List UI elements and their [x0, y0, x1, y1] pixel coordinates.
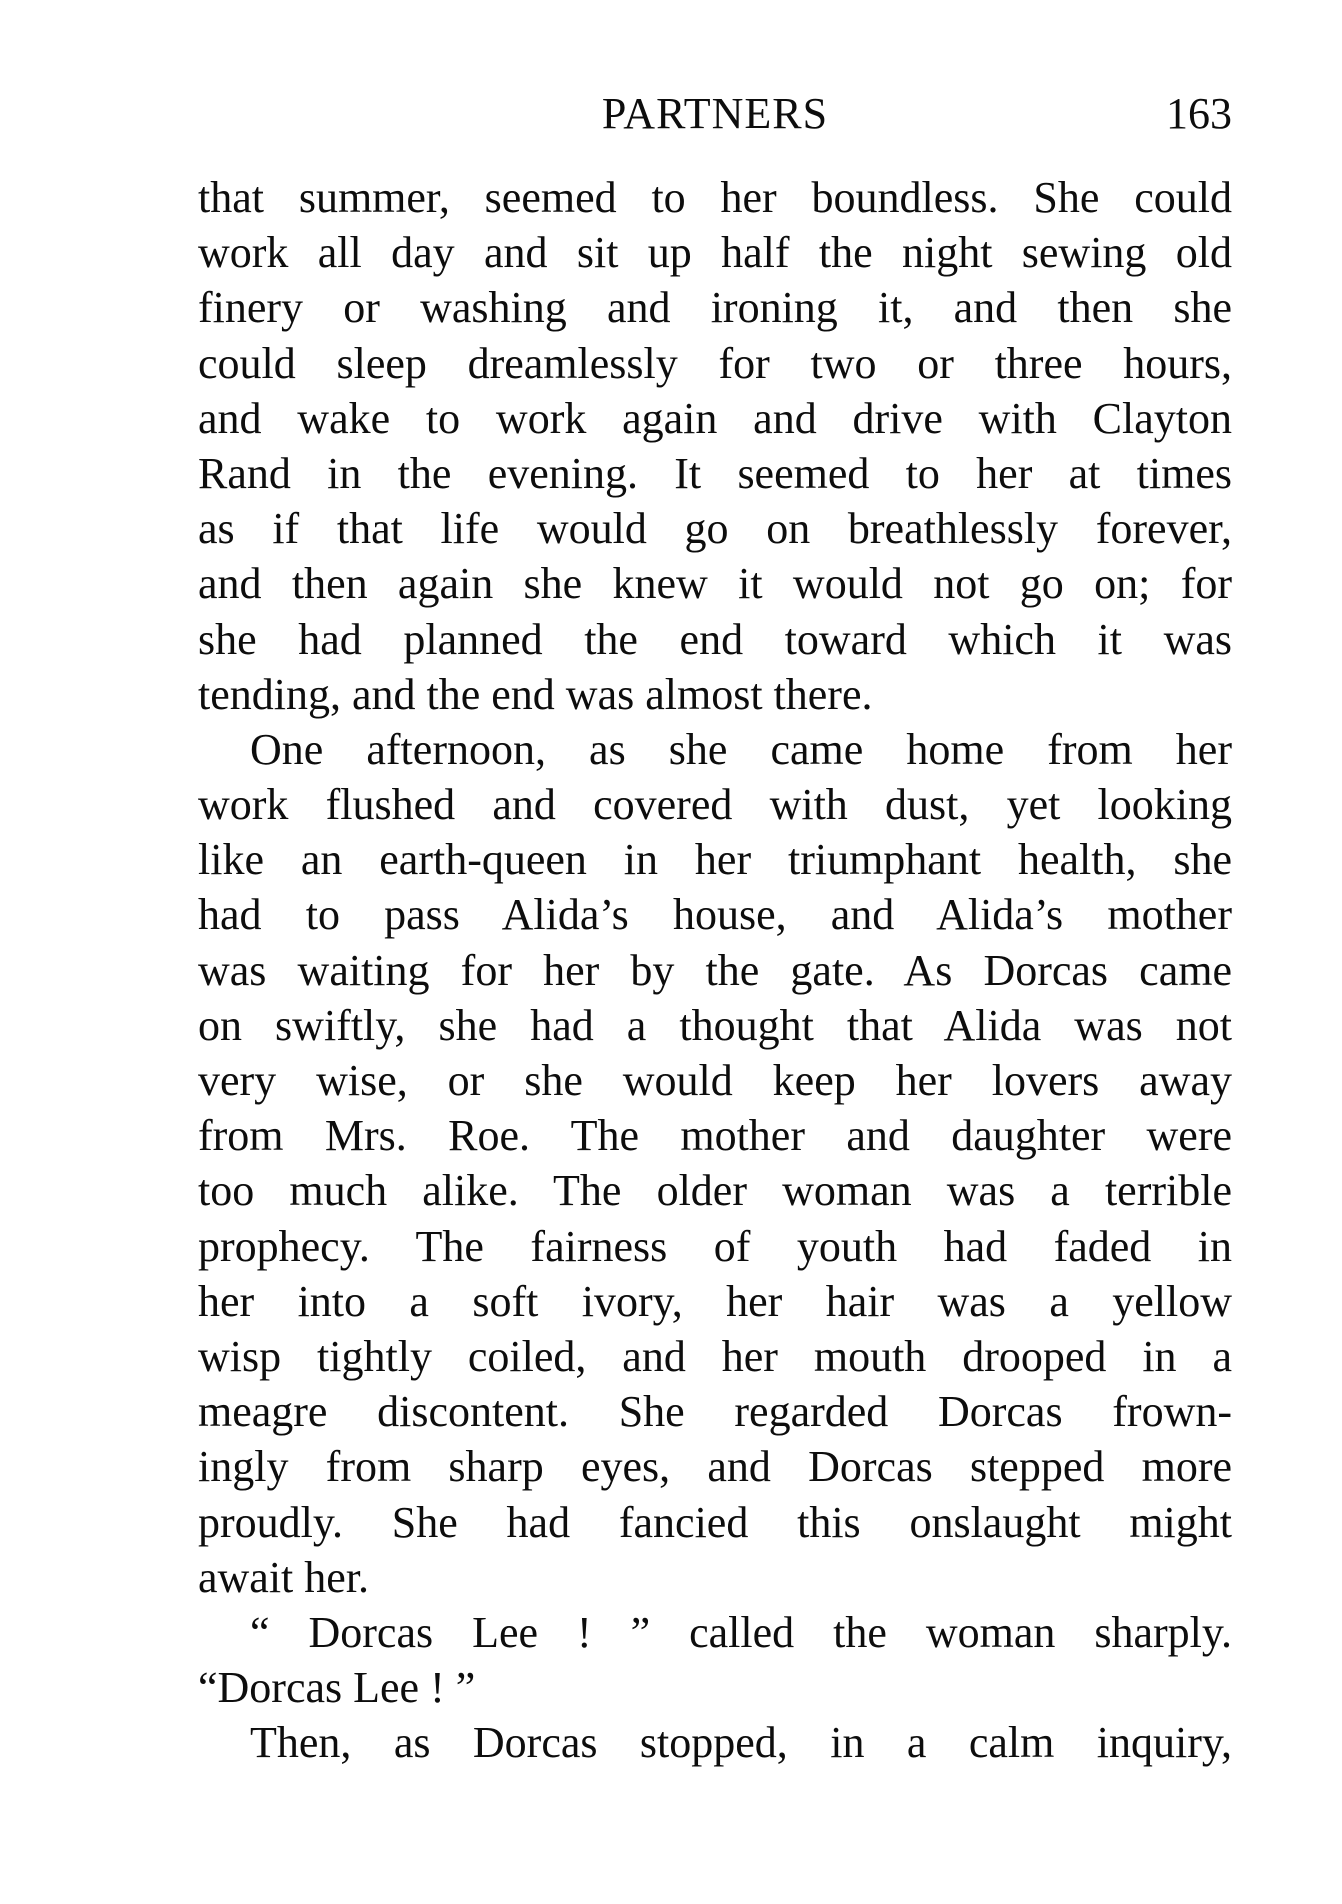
text-line: and then again she knew it would not go on; for — [198, 559, 1232, 609]
text-line: on swiftly, she had a thought that Alida was not — [198, 1000, 1232, 1050]
text-line: work flushed and covered with dust, yet looking — [198, 780, 1232, 830]
text-line: like an earth-queen in her triumphant health, she — [198, 835, 1232, 885]
text-line: could sleep dreamlessly for two or three hours, — [198, 338, 1232, 388]
text-line: tending, and the end was almost there. — [198, 669, 873, 719]
text-line: that summer, seemed to her boundless. She could — [198, 173, 1232, 222]
text-line: wisp tightly coiled, and her mouth drooped in a — [198, 1331, 1232, 1381]
text-line: “ Dorcas Lee ! ” called the woman sharply. — [250, 1607, 1232, 1657]
text-line: too much alike. The older woman was a terrible — [198, 1166, 1232, 1216]
text-line: from Mrs. Roe. The mother and daughter were — [198, 1111, 1232, 1161]
text-line: “Dorcas Lee ! ” — [198, 1663, 476, 1713]
text-line: finery or washing and ironing it, and then she — [198, 283, 1232, 333]
text-line: meagre discontent. She regarded Dorcas frown- — [198, 1387, 1232, 1437]
text-line: await her. — [198, 1552, 370, 1602]
running-header — [198, 84, 1232, 144]
text-line: was waiting for her by the gate. As Dorcas came — [198, 945, 1232, 995]
text-line: her into a soft ivory, her hair was a yellow — [198, 1276, 1232, 1326]
text-line: prophecy. The fairness of youth had faded in — [198, 1221, 1232, 1271]
page-number: 163 — [1166, 89, 1232, 138]
text-line: very wise, or she would keep her lovers away — [198, 1056, 1232, 1105]
text-line: as if that life would go on breathlessly forever, — [198, 504, 1232, 554]
body-text — [198, 170, 1232, 1770]
text-line: One afternoon, as she came home from her — [250, 724, 1232, 774]
text-line: Rand in the evening. It seemed to her at times — [198, 448, 1232, 498]
text-line: Then, as Dorcas stopped, in a calm inquiry, — [250, 1718, 1232, 1768]
text-line: work all day and sit up half the night sewing old — [198, 228, 1232, 278]
text-line: ingly from sharp eyes, and Dorcas stepped more — [198, 1442, 1232, 1492]
text-line: and wake to work again and drive with Clayton — [198, 393, 1232, 443]
text-line: had to pass Alida’s house, and Alida’s mother — [198, 890, 1232, 940]
text-line: she had planned the end toward which it was — [198, 614, 1232, 664]
text-line: proudly. She had fancied this onslaught might — [198, 1497, 1232, 1547]
running-title: PARTNERS — [601, 89, 829, 138]
